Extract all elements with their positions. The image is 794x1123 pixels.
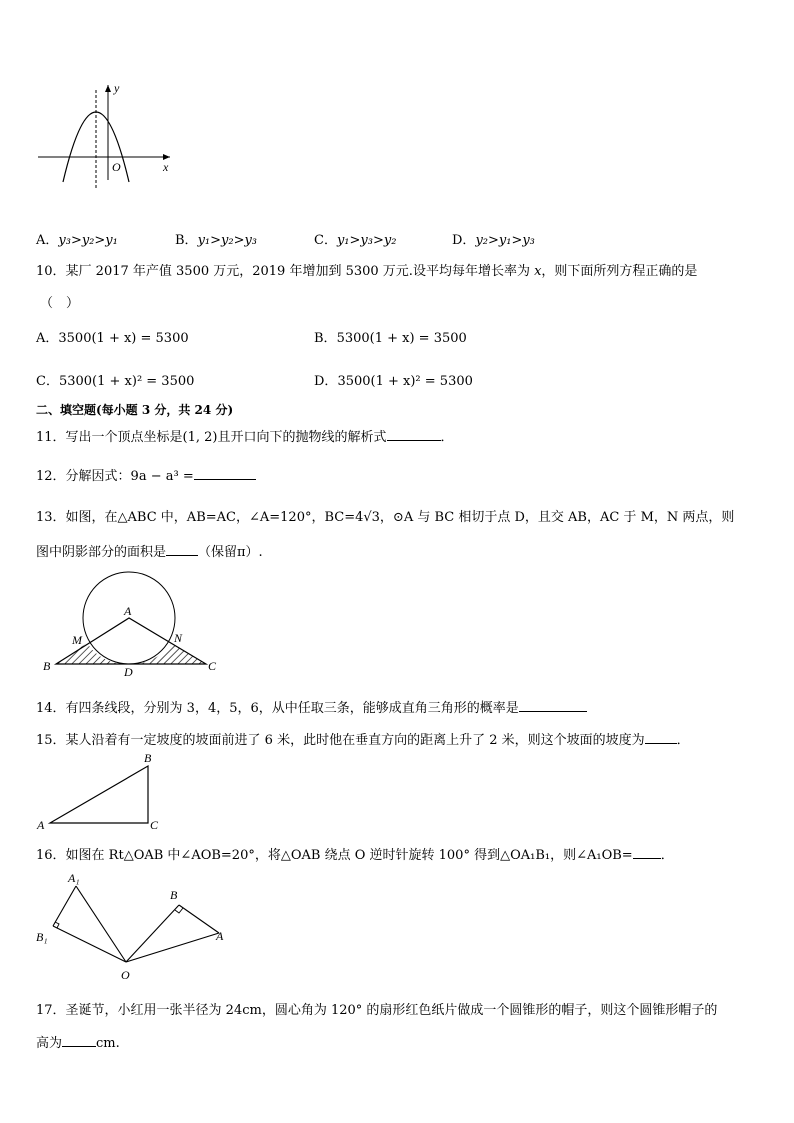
label-c: C <box>150 818 159 832</box>
label-b: B <box>43 659 51 673</box>
label-o: O <box>121 968 130 982</box>
x-label: x <box>163 160 169 174</box>
q15-blank[interactable] <box>645 730 677 744</box>
label-a: A <box>216 929 224 943</box>
section-title: 二、填空题(每小题 3 分，共 24 分) <box>36 403 234 417</box>
q13-line1: 13．如图，在△ABC 中，AB=AC，∠A=120°，BC=4√3，⊙A 与 BC 相切于点 D，且交 AB，AC 于 M，N 两点，则 <box>36 510 735 525</box>
parabola-graph <box>30 80 180 190</box>
label-b: B <box>144 751 152 765</box>
y-label: y <box>114 81 120 95</box>
q15: 15．某人沿着有一定坡度的坡面前进了 6 米，此时他在垂直方向的距离上升了 2 米，则这个坡面的坡度为 ． <box>36 729 690 748</box>
q13-blank[interactable] <box>166 542 198 556</box>
q10-answer-paren: （ ） <box>40 296 80 311</box>
label-c: C <box>208 659 217 673</box>
label-b1: B₁ <box>36 930 48 944</box>
q15-figure <box>35 750 170 835</box>
q13-figure <box>40 568 230 676</box>
q14: 14．有四条线段，分别为 3，4，5，6，从中任取三条，能够成直角三角形的概率是 <box>36 697 587 716</box>
origin-label: O <box>112 160 121 174</box>
label-a: A <box>37 818 45 832</box>
q10-option-a[interactable]: A．3500(1 + x) = 5300 <box>36 331 189 346</box>
q9-option-d[interactable]: D．y₂>y₁>y₃ <box>452 233 535 248</box>
q12: 12．分解因式：9a − a³ = <box>36 465 256 484</box>
q14-blank[interactable] <box>519 698 587 712</box>
q12-blank[interactable] <box>194 466 256 480</box>
q9-option-b[interactable]: B．y₁>y₂>y₃ <box>175 233 258 248</box>
q10-stem: 10．某厂 2017 年产值 3500 万元，2019 年增加到 5300 万元.设平均每年增长率为 x，则下面所列方程正确的是 <box>36 264 698 279</box>
q11-blank[interactable] <box>387 427 441 441</box>
q13-line2: 图中阴影部分的面积是 （保留π）. <box>36 541 263 560</box>
q16-blank[interactable] <box>633 845 661 859</box>
label-m: M <box>72 633 82 647</box>
label-a1: A₁ <box>68 871 80 885</box>
shaded-region-right <box>129 643 206 664</box>
q11: 11．写出一个顶点坐标是(1, 2)且开口向下的抛物线的解析式 ． <box>36 426 454 445</box>
q17-line2: 高为 cm. <box>36 1032 120 1051</box>
q17-line1: 17．圣诞节，小红用一张半径为 24cm，圆心角为 120° 的扇形红色纸片做成一个圆锥形的帽子，则这个圆锥形帽子的 <box>36 1003 718 1018</box>
label-a: A <box>124 604 132 618</box>
label-d: D <box>124 665 133 676</box>
slope-triangle <box>50 766 148 823</box>
label-b: B <box>170 888 178 902</box>
label-n: N <box>174 631 183 645</box>
q10-option-d[interactable]: D．3500(1 + x)² = 5300 <box>314 374 473 389</box>
q9-option-a[interactable]: A．y₃>y₂>y₁ <box>36 233 118 248</box>
q10-option-c[interactable]: C．5300(1 + x)² = 3500 <box>36 374 195 389</box>
q17-blank[interactable] <box>62 1033 96 1047</box>
q16-figure <box>32 868 232 983</box>
q16: 16．如图在 Rt△OAB 中∠AOB=20°，将△OAB 绕点 O 逆时针旋转 100° 得到△OA₁B₁，则∠A₁OB= ． <box>36 844 674 863</box>
q9-option-c[interactable]: C．y₁>y₃>y₂ <box>314 233 397 248</box>
q10-option-b[interactable]: B．5300(1 + x) = 3500 <box>314 331 467 346</box>
